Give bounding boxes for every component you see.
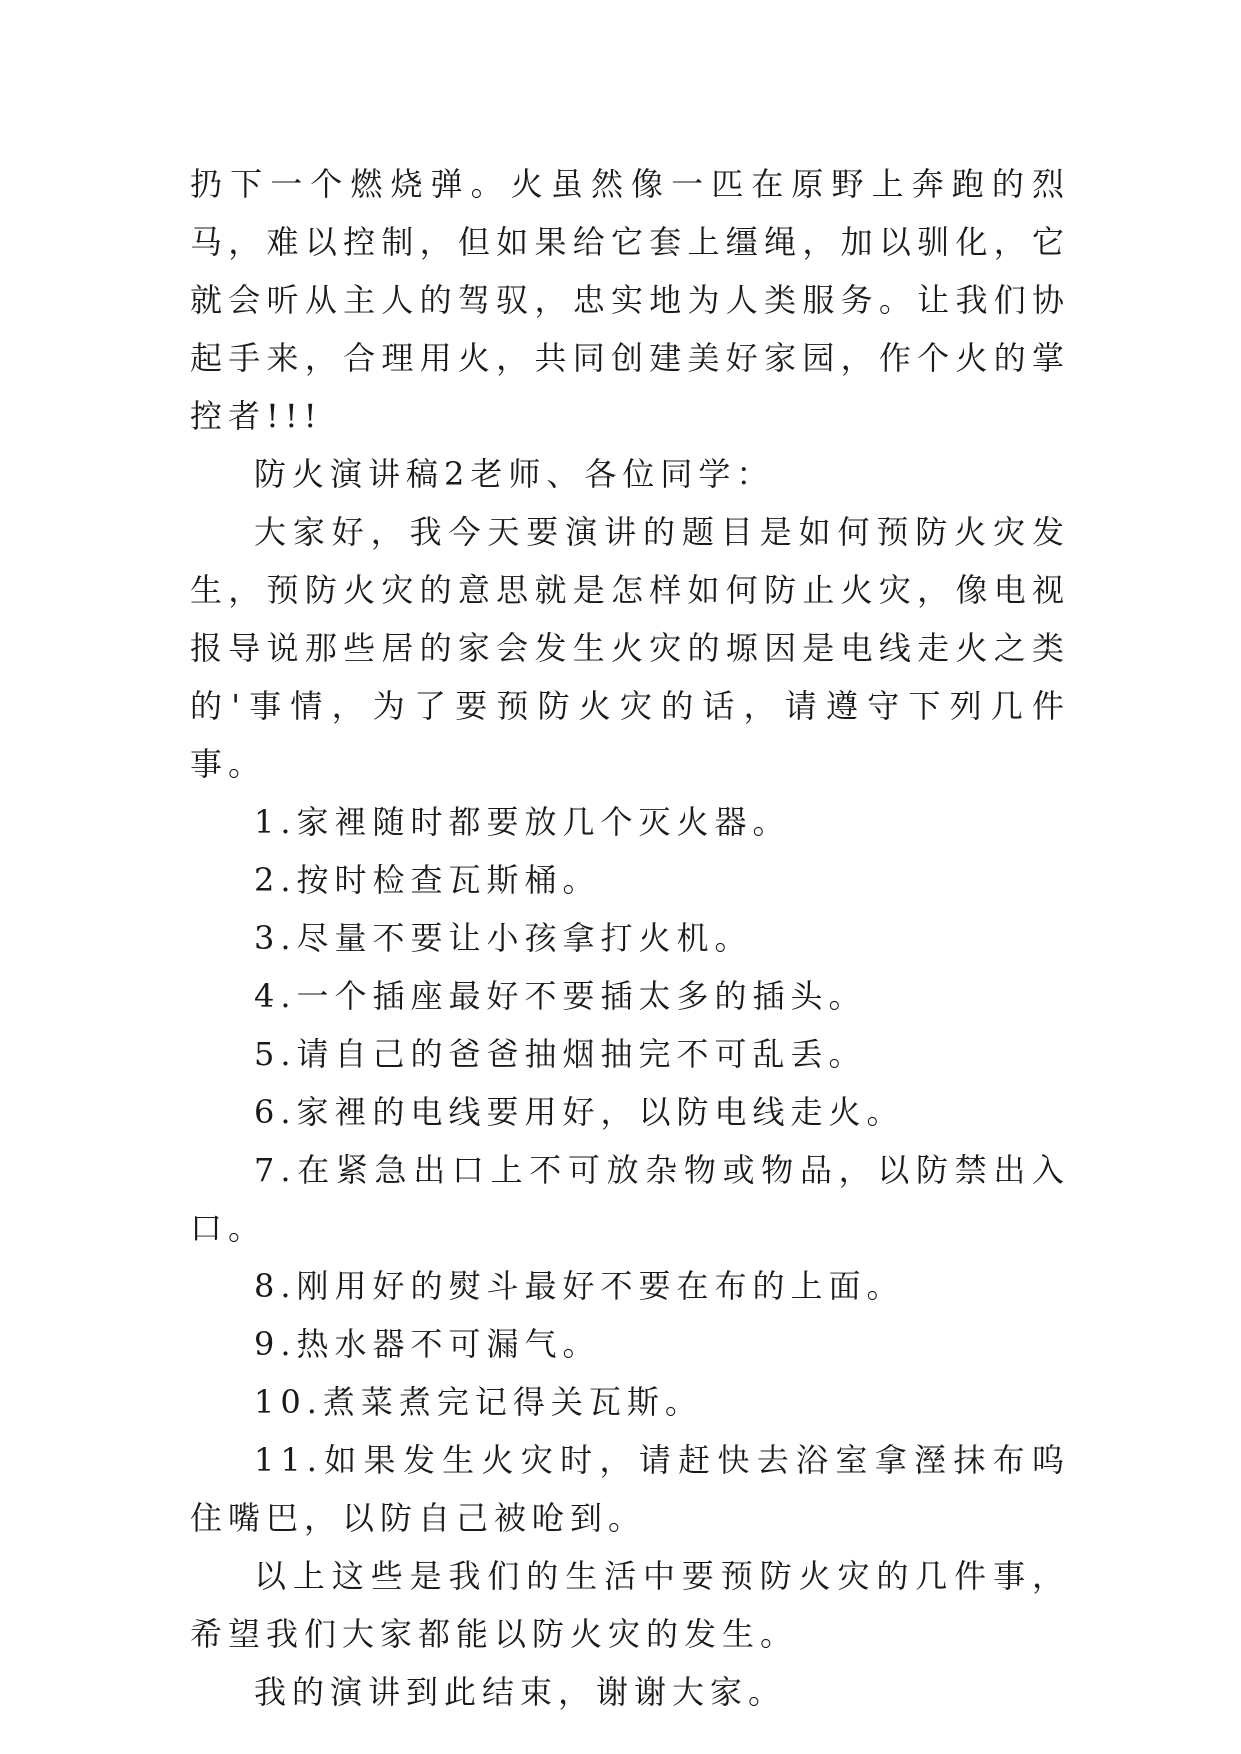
list-item-9: 9.热水器不可漏气。 <box>254 1325 601 1363</box>
paragraph-fire-control: 扔下一个燃烧弹。火虽然像一匹在原野上奔跑的烈马，难以控制，但如果给它套上缰绳，加以驯化，它就会听从主人的驾驭，忠实地为人类服务。让我们协起手来，合理用火，共同创建美好家园，作个火的掌控者!!! <box>190 165 1070 435</box>
paragraph-speech-title: 防火演讲稿2老师、各位同学： <box>254 455 775 493</box>
list-item-7: 7.在紧急出口上不可放杂物或物品，以防禁出入口。 <box>190 1151 1070 1247</box>
paragraph-closing: 我的演讲到此结束，谢谢大家。 <box>254 1673 787 1711</box>
list-item-8: 8.刚用好的熨斗最好不要在布的上面。 <box>254 1267 905 1305</box>
paragraph-summary: 以上这些是我们的生活中要预防火灾的几件事，希望我们大家都能以防火灾的发生。 <box>190 1557 1070 1653</box>
list-item-10: 10.煮菜煮完记得关瓦斯。 <box>254 1383 703 1421</box>
list-item-5: 5.请自己的爸爸抽烟抽完不可乱丢。 <box>254 1035 867 1073</box>
list-item-11: 11.如果发生火灾时，请赶快去浴室拿溼抹布呜住嘴巴，以防自己被呛到。 <box>190 1441 1070 1537</box>
document-body <box>190 155 1070 1721</box>
list-item-1: 1.家裡随时都要放几个灭火器。 <box>254 803 791 841</box>
paragraph-introduction: 大家好，我今天要演讲的题目是如何预防火灾发生，预防火灾的意思就是怎样如何防止火灾，像电视报导说那些居的家会发生火灾的塬因是电线走火之类的'事情，为了要预防火灾的话，请遵守下列几件事。 <box>190 513 1070 783</box>
list-item-6: 6.家裡的电线要用好，以防电线走火。 <box>254 1093 905 1131</box>
list-item-2: 2.按时检查瓦斯桶。 <box>254 861 601 899</box>
list-item-4: 4.一个插座最好不要插太多的插头。 <box>254 977 867 1015</box>
list-item-3: 3.尽量不要让小孩拿打火机。 <box>254 919 753 957</box>
